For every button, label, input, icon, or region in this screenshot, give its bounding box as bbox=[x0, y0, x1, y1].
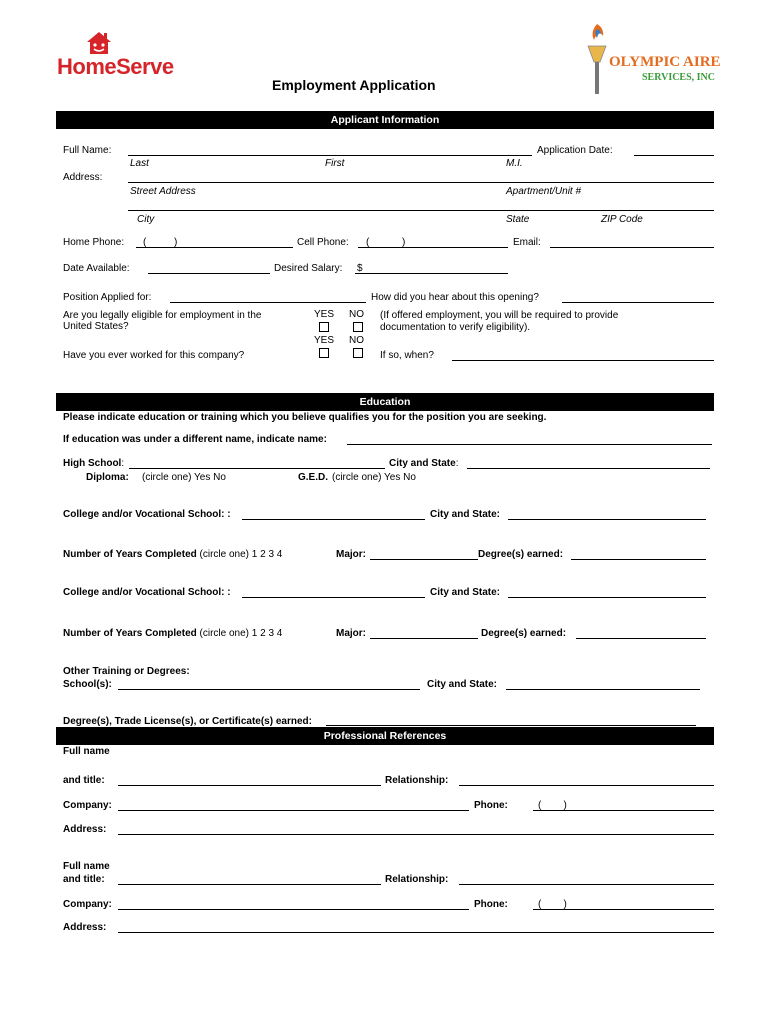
degree-license-field[interactable] bbox=[326, 725, 696, 726]
other-training-label: Other Training or Degrees: bbox=[63, 666, 190, 677]
different-name-field[interactable] bbox=[347, 444, 712, 445]
ref1-relationship-label: Relationship: bbox=[385, 775, 449, 786]
street-caption: Street Address bbox=[130, 186, 196, 197]
hs-city-state-colon: : bbox=[455, 458, 459, 469]
ref2-address-label: Address: bbox=[63, 922, 107, 933]
house-icon bbox=[84, 30, 114, 56]
worked-question: Have you ever worked for this company? bbox=[63, 350, 245, 361]
degrees-1-field[interactable] bbox=[571, 559, 706, 560]
hs-city-state-text: City and State bbox=[389, 458, 456, 469]
how-hear-label: How did you hear about this opening? bbox=[371, 292, 539, 303]
last-caption: Last bbox=[130, 158, 149, 169]
ref1-name-title-field[interactable] bbox=[118, 785, 381, 786]
eligible-yes-checkbox[interactable] bbox=[319, 322, 329, 332]
ref1-address-label: Address: bbox=[63, 824, 107, 835]
years-2-row bbox=[63, 628, 282, 639]
ref2-relationship-label: Relationship: bbox=[385, 874, 449, 885]
home-phone-label: Home Phone: bbox=[63, 237, 125, 248]
degrees-2-label: Degree(s) earned: bbox=[481, 628, 567, 639]
ref1-and-title-label: and title: bbox=[63, 775, 105, 786]
torch-icon bbox=[585, 22, 609, 96]
other-city-state-label: City and State: bbox=[427, 679, 498, 690]
major-2-label: Major: bbox=[336, 628, 366, 639]
college-2-city-state-label: City and State: bbox=[430, 587, 501, 598]
ref1-phone-label: Phone: bbox=[474, 800, 508, 811]
ref2-company-field[interactable] bbox=[118, 909, 469, 910]
eligible-question-line1: Are you legally eligible for employment in the bbox=[63, 310, 262, 321]
street-address-field[interactable] bbox=[128, 182, 714, 183]
ged-options: (circle one) Yes No bbox=[332, 472, 416, 483]
schools-label: School(s): bbox=[63, 679, 112, 690]
major-1-field[interactable] bbox=[370, 559, 478, 560]
city-caption: City bbox=[137, 214, 155, 225]
email-label: Email: bbox=[513, 237, 541, 248]
degree-license-label: Degree(s), Trade License(s), or Certificate(s) earned: bbox=[63, 716, 312, 727]
years-2-label: Number of Years Completed bbox=[63, 628, 197, 639]
desired-salary-label: Desired Salary: bbox=[274, 263, 343, 274]
homeserve-wordmark: HomeServe bbox=[57, 54, 174, 79]
ref2-phone-format: ( ) bbox=[538, 899, 567, 910]
ref1-relationship-field[interactable] bbox=[459, 785, 714, 786]
high-school-text: High School bbox=[63, 458, 122, 469]
worked-no-label: NO bbox=[349, 335, 364, 346]
major-2-field[interactable] bbox=[370, 638, 478, 639]
desired-salary-field[interactable] bbox=[355, 273, 508, 274]
worked-yes-checkbox[interactable] bbox=[319, 348, 329, 358]
high-school-field[interactable] bbox=[129, 468, 385, 469]
cell-phone-label: Cell Phone: bbox=[297, 237, 349, 248]
first-caption: First bbox=[325, 158, 345, 169]
dollar-sign: $ bbox=[357, 263, 363, 274]
cell-phone-paren-close: ) bbox=[402, 237, 406, 248]
apt-caption: Apartment/Unit # bbox=[506, 186, 582, 197]
worked-yes-label: YES bbox=[314, 335, 335, 346]
worked-no-checkbox[interactable] bbox=[353, 348, 363, 358]
position-field[interactable] bbox=[170, 302, 366, 303]
if-so-label: If so, when? bbox=[380, 350, 434, 361]
eligible-yes-label: YES bbox=[314, 309, 335, 320]
full-name-label: Full Name: bbox=[63, 145, 112, 156]
ref1-phone-field[interactable] bbox=[533, 810, 714, 811]
how-hear-field[interactable] bbox=[562, 302, 714, 303]
schools-field[interactable] bbox=[118, 689, 420, 690]
full-name-field[interactable] bbox=[128, 155, 532, 156]
diploma-label: Diploma: bbox=[86, 472, 129, 483]
years-2-options: (circle one) 1 2 3 4 bbox=[199, 628, 283, 639]
degrees-1-label: Degree(s) earned: bbox=[478, 549, 564, 560]
eligible-no-label: NO bbox=[349, 309, 364, 320]
page-title: Employment Application bbox=[272, 77, 436, 93]
ged-label: G.E.D. bbox=[298, 472, 329, 483]
application-date-label: Application Date: bbox=[537, 145, 613, 156]
offered-note-line2: documentation to verify eligibility). bbox=[380, 322, 531, 333]
zip-caption: ZIP Code bbox=[601, 214, 643, 225]
ref2-phone-label: Phone: bbox=[474, 899, 508, 910]
ref1-company-label: Company: bbox=[63, 800, 112, 811]
ref1-phone-format: ( ) bbox=[538, 800, 567, 811]
city-state-zip-field[interactable] bbox=[128, 210, 714, 211]
hs-city-state-label bbox=[389, 458, 458, 469]
home-phone-paren-open: ( bbox=[143, 237, 147, 248]
education-section-header: Education bbox=[56, 393, 714, 411]
ref1-company-field[interactable] bbox=[118, 810, 469, 811]
education-instruction: Please indicate education or training which you believe qualifies you for the position you are seeking. bbox=[63, 412, 547, 423]
ref2-full-name-label: Full name bbox=[63, 861, 110, 872]
ref2-relationship-field[interactable] bbox=[459, 884, 714, 885]
references-section-header: Professional References bbox=[56, 727, 714, 745]
application-date-field[interactable] bbox=[634, 155, 714, 156]
applicant-section-header: Applicant Information bbox=[56, 111, 714, 129]
different-name-label: If education was under a different name, indicate name: bbox=[63, 434, 327, 445]
mi-caption: M.I. bbox=[506, 158, 523, 169]
college-1-field[interactable] bbox=[242, 519, 425, 520]
ref2-and-title-label: and title: bbox=[63, 874, 105, 885]
college-1-city-state-field[interactable] bbox=[508, 519, 706, 520]
date-available-field[interactable] bbox=[148, 273, 270, 274]
position-label: Position Applied for: bbox=[63, 292, 152, 303]
years-1-row bbox=[63, 549, 282, 560]
diploma-options: (circle one) Yes No bbox=[142, 472, 226, 483]
college-1-label: College and/or Vocational School: : bbox=[63, 509, 231, 520]
degrees-2-field[interactable] bbox=[576, 638, 706, 639]
home-phone-field[interactable] bbox=[136, 247, 293, 248]
ref1-full-name-label: Full name bbox=[63, 746, 110, 757]
ref2-name-title-field[interactable] bbox=[118, 884, 381, 885]
offered-note-line1: (If offered employment, you will be required to provide bbox=[380, 310, 619, 321]
major-1-label: Major: bbox=[336, 549, 366, 560]
high-school-colon: : bbox=[121, 458, 125, 469]
ref2-address-field[interactable] bbox=[118, 932, 714, 933]
olympic-aire-name: OLYMPIC AIRE bbox=[609, 54, 721, 70]
college-1-city-state-label: City and State: bbox=[430, 509, 501, 520]
date-available-label: Date Available: bbox=[63, 263, 130, 274]
years-1-options: (circle one) 1 2 3 4 bbox=[199, 549, 283, 560]
cell-phone-paren-open: ( bbox=[366, 237, 370, 248]
hs-city-state-field[interactable] bbox=[467, 468, 710, 469]
address-label: Address: bbox=[63, 172, 103, 183]
ref2-phone-field[interactable] bbox=[533, 909, 714, 910]
other-city-state-field[interactable] bbox=[506, 689, 700, 690]
email-field[interactable] bbox=[550, 247, 714, 248]
olympic-aire-subname: SERVICES, INC bbox=[642, 72, 716, 83]
cell-phone-field[interactable] bbox=[358, 247, 508, 248]
eligible-no-checkbox[interactable] bbox=[353, 322, 363, 332]
state-caption: State bbox=[506, 214, 530, 225]
high-school-label bbox=[63, 458, 124, 469]
college-2-field[interactable] bbox=[242, 597, 425, 598]
years-1-label: Number of Years Completed bbox=[63, 549, 197, 560]
ref1-address-field[interactable] bbox=[118, 834, 714, 835]
college-2-label: College and/or Vocational School: : bbox=[63, 587, 231, 598]
if-so-field[interactable] bbox=[452, 360, 714, 361]
home-phone-paren-close: ) bbox=[174, 237, 178, 248]
ref2-company-label: Company: bbox=[63, 899, 112, 910]
eligible-question-line2: United States? bbox=[63, 321, 129, 332]
college-2-city-state-field[interactable] bbox=[508, 597, 706, 598]
